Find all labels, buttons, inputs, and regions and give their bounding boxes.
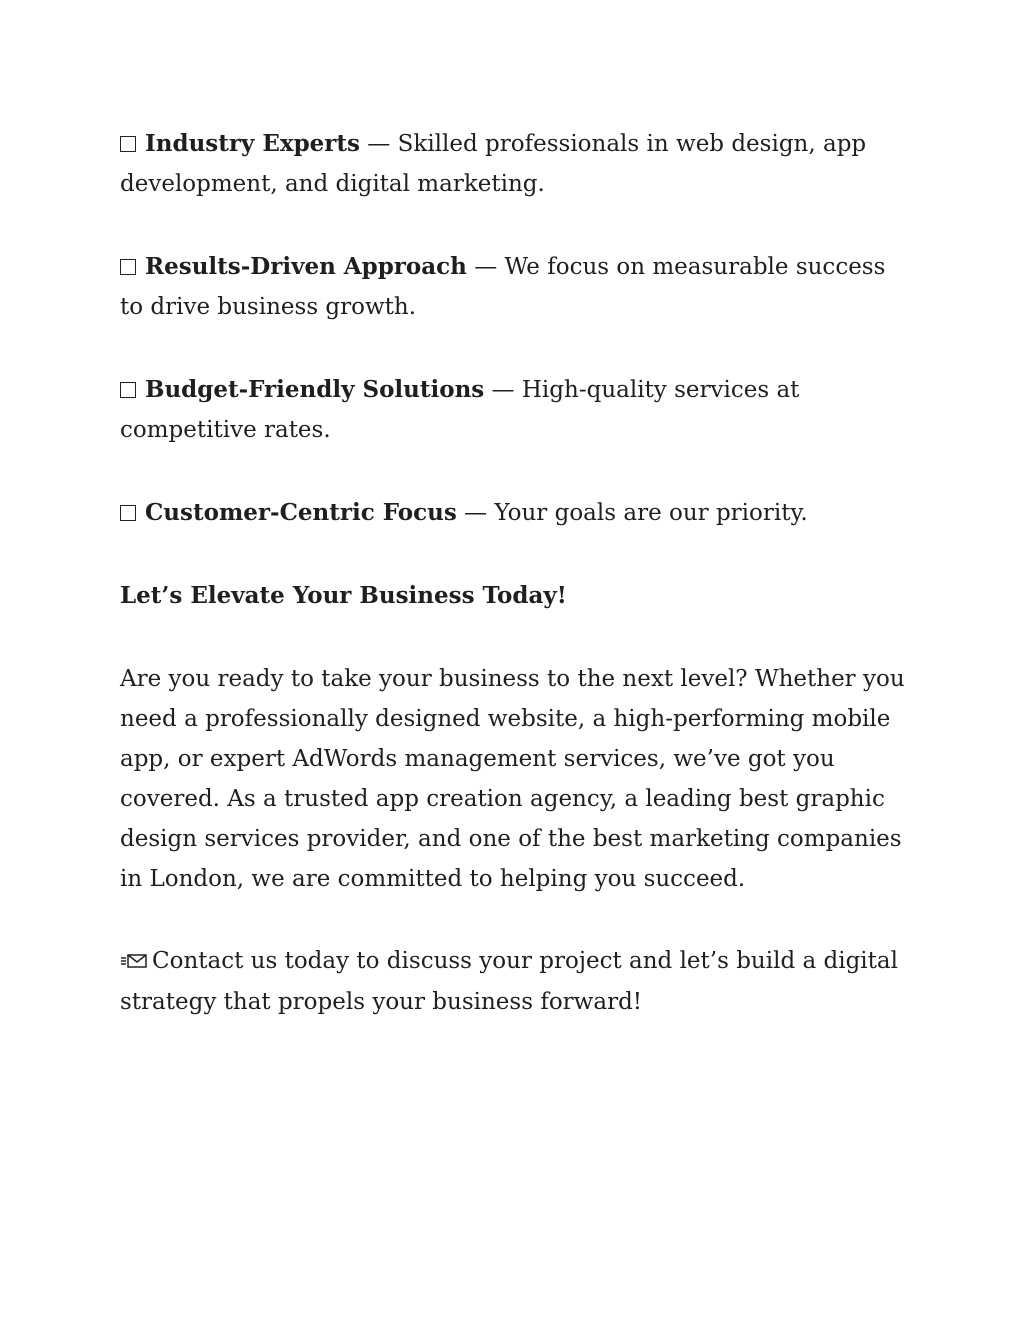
feature-item-customer-centric-focus [120,493,910,533]
checkbox-icon [120,505,136,521]
feature-item-budget-friendly-solutions [120,370,910,450]
feature-description: Your goals are our priority. [494,500,808,526]
feature-separator: — [484,377,522,403]
feature-item-industry-experts [120,124,910,204]
incoming-envelope-icon [120,942,148,982]
feature-description: High-quality services at competitive rates. [120,377,800,443]
feature-title: Budget-Friendly Solutions [145,376,485,403]
cta-paragraph: Are you ready to take your business to the next level? Whether you need a professionally designed website, a high-performing mobile app, or expert AdWords management services, we’ve got you covered. As a trusted app creation agency, a leading best graphic design services provider, and one of the best marketing companies in London, we are committed to helping you succeed. [120,666,905,892]
feature-title: Industry Experts [145,130,360,157]
contact-line [120,941,910,1022]
feature-description: We focus on measurable success to drive business growth. [120,254,886,320]
feature-separator: — [360,131,398,157]
feature-separator: — [466,254,505,280]
contact-text: Contact us today to discuss your project and let’s build a digital strategy that propels your business forward! [120,948,898,1015]
cta-heading: Let’s Elevate Your Business Today! [120,582,567,609]
feature-title: Customer-Centric Focus [145,499,457,526]
document-page [120,124,910,1064]
checkbox-icon [120,382,136,398]
checkbox-icon [120,136,136,152]
feature-item-results-driven-approach [120,247,910,327]
feature-description: Skilled professionals in web design, app development, and digital marketing. [120,131,867,197]
feature-title: Results-Driven Approach [145,253,467,280]
feature-separator: — [456,500,495,526]
checkbox-icon [120,259,136,275]
